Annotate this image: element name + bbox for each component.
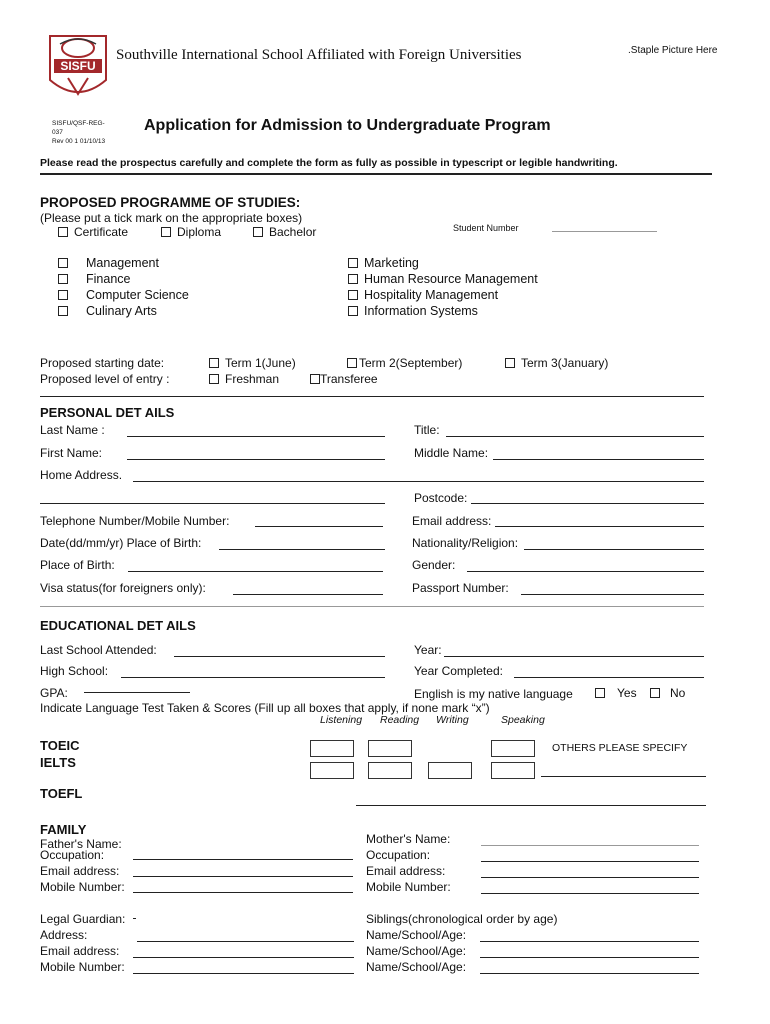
others-label: OTHERS PLEASE SPECIFY (552, 742, 688, 754)
passport-label: Passport Number: (412, 581, 509, 595)
ielts-writing-box[interactable] (428, 762, 472, 779)
sibling-1-label: Name/School/Age: (366, 928, 467, 942)
form-code-3: Rev 00 1 01/10/13 (52, 138, 106, 145)
checkbox[interactable] (348, 274, 358, 284)
language-test-note: Indicate Language Test Taken & Scores (Fill up all boxes that apply, if none mark “x”) (40, 701, 490, 715)
course-computer-science[interactable]: Computer Science (58, 288, 189, 302)
guardian-field[interactable] (133, 918, 136, 919)
email-label: Email address: (412, 514, 492, 528)
course-marketing[interactable]: Marketing (348, 256, 419, 270)
year-label: Year: (414, 643, 442, 657)
section-rule (40, 606, 704, 607)
staple-note: .Staple Picture Here (628, 45, 718, 56)
entry-transferee[interactable]: Transferee (310, 372, 378, 386)
high-school-field[interactable] (121, 677, 385, 678)
checkbox[interactable] (209, 374, 219, 384)
form-code-1: SISFU/QSF-REG- (52, 120, 105, 127)
home-address-field[interactable] (133, 481, 704, 482)
gpa-label: GPA: (40, 686, 68, 700)
student-number-field[interactable] (552, 231, 657, 232)
header-listening: Listening (320, 714, 363, 726)
native-english-label: English is my native language (414, 687, 573, 701)
pob-label: Place of Birth: (40, 558, 115, 572)
guardian-address-label: Address: (40, 928, 88, 942)
toeic-reading-box[interactable] (368, 740, 412, 757)
gender-field[interactable] (467, 571, 704, 572)
tick-note: (Please put a tick mark on the appropriate boxes) (40, 211, 303, 225)
sibling-1-field[interactable] (480, 941, 699, 942)
dob-field[interactable] (219, 549, 385, 550)
checkbox[interactable] (348, 258, 358, 268)
checkbox[interactable] (310, 374, 320, 384)
level-certificate[interactable]: Certificate (58, 225, 128, 239)
last-school-field[interactable] (174, 656, 385, 657)
student-number-label: Student Number (453, 223, 519, 233)
course-information-systems[interactable]: Information Systems (348, 304, 478, 318)
last-name-field[interactable] (127, 436, 385, 437)
header-writing: Writing (436, 714, 469, 726)
mother-occupation-field[interactable] (481, 861, 699, 862)
nationality-field[interactable] (524, 549, 704, 550)
checkbox[interactable] (58, 306, 68, 316)
title-label: Title: (414, 423, 440, 437)
year-field[interactable] (444, 656, 704, 657)
dob-label: Date(dd/mm/yr) Place of Birth: (40, 536, 202, 550)
checkbox[interactable] (161, 227, 171, 237)
siblings-label: Siblings(chronological order by age) (366, 912, 558, 926)
checkbox[interactable] (58, 227, 68, 237)
ielts-listening-box[interactable] (310, 762, 354, 779)
guardian-label: Legal Guardian: (40, 912, 126, 926)
email-field[interactable] (495, 526, 704, 527)
postcode-field[interactable] (471, 503, 704, 504)
home-address-label: Home Address. (40, 468, 123, 482)
mother-mobile-label: Mobile Number: (366, 880, 451, 894)
checkbox[interactable] (253, 227, 263, 237)
telephone-field[interactable] (255, 526, 383, 527)
form-title: Application for Admission to Undergraduate Program (144, 117, 551, 134)
test-toeic: TOEIC (40, 738, 80, 753)
test-toefl: TOEFL (40, 786, 83, 801)
header-reading: Reading (380, 714, 420, 726)
last-name-label: Last Name : (40, 423, 105, 437)
sibling-3-label: Name/School/Age: (366, 960, 467, 974)
home-address-field-2[interactable] (40, 503, 385, 504)
mothers-name-label: Mother's Name: (366, 832, 451, 846)
checkbox[interactable] (58, 290, 68, 300)
course-hrm[interactable]: Human Resource Management (348, 272, 538, 286)
toeic-speaking-box[interactable] (491, 740, 535, 757)
section-rule (40, 396, 704, 397)
guardian-email-label: Email address: (40, 944, 120, 958)
logo-text: SISFU (60, 59, 96, 73)
level-bachelor[interactable]: Bachelor (253, 225, 316, 239)
native-yes[interactable]: Yes (595, 686, 637, 700)
term-1[interactable]: Term 1(June) (209, 356, 296, 370)
checkbox[interactable] (348, 290, 358, 300)
checkbox[interactable] (58, 258, 68, 268)
mother-mobile-field[interactable] (481, 893, 699, 894)
header-speaking: Speaking (501, 714, 545, 726)
header-rule (40, 173, 712, 175)
course-culinary-arts[interactable]: Culinary Arts (58, 304, 157, 318)
programme-heading: PROPOSED PROGRAMME OF STUDIES: (40, 195, 301, 210)
year-completed-field[interactable] (514, 677, 704, 678)
toeic-listening-box[interactable] (310, 740, 354, 757)
guardian-address-field[interactable] (137, 941, 354, 942)
middle-name-field[interactable] (493, 459, 704, 460)
others-field[interactable] (541, 776, 706, 777)
year-completed-label: Year Completed: (414, 664, 503, 678)
sibling-2-label: Name/School/Age: (366, 944, 467, 958)
personal-heading: PERSONAL DET AILS (40, 405, 175, 420)
father-email-label: Email address: (40, 864, 120, 878)
course-hospitality[interactable]: Hospitality Management (348, 288, 498, 302)
guardian-email-field[interactable] (133, 957, 354, 958)
guardian-mobile-field[interactable] (133, 973, 354, 974)
ielts-reading-box[interactable] (368, 762, 412, 779)
middle-name-label: Middle Name: (414, 446, 489, 460)
form-instructions: Please read the prospectus carefully and complete the form as fully as possible in typescript or legible handwriting. (40, 157, 618, 169)
visa-field[interactable] (233, 594, 383, 595)
level-diploma[interactable]: Diploma (161, 225, 221, 239)
native-no[interactable]: No (650, 686, 685, 700)
term-2[interactable]: Term 2(September) (347, 356, 462, 370)
entry-freshman[interactable]: Freshman (209, 372, 279, 386)
course-management[interactable]: Management (58, 256, 159, 270)
mothers-name-field[interactable] (481, 845, 699, 846)
mother-occupation-label: Occupation: (366, 848, 431, 862)
term-3[interactable]: Term 3(January) (505, 356, 608, 370)
family-heading: FAMILY (40, 822, 87, 837)
father-mobile-field[interactable] (133, 892, 353, 893)
sibling-3-field[interactable] (480, 973, 699, 974)
gpa-field[interactable] (84, 692, 190, 693)
sibling-2-field[interactable] (480, 957, 699, 958)
fathers-name-label: Father's Name: (40, 837, 122, 851)
test-ielts: IELTS (40, 755, 76, 770)
ielts-speaking-box[interactable] (491, 762, 535, 779)
father-mobile-label: Mobile Number: (40, 880, 125, 894)
nationality-label: Nationality/Religion: (412, 536, 519, 550)
last-school-label: Last School Attended: (40, 643, 157, 657)
school-name: Southville International School Affiliated with Foreign Universities (116, 47, 522, 63)
checkbox[interactable] (347, 358, 357, 368)
form-code-2: 037 (52, 129, 63, 136)
title-field[interactable] (446, 436, 704, 437)
toefl-field[interactable] (356, 805, 706, 806)
education-heading: EDUCATIONAL DET AILS (40, 618, 196, 633)
high-school-label: High School: (40, 664, 109, 678)
guardian-mobile-label: Mobile Number: (40, 960, 125, 974)
visa-label: Visa status(for foreigners only): (40, 581, 206, 595)
father-occupation-field[interactable] (133, 859, 353, 860)
telephone-label: Telephone Number/Mobile Number: (40, 514, 230, 528)
start-date-label: Proposed starting date: (40, 356, 165, 370)
mother-email-label: Email address: (366, 864, 446, 878)
school-logo (46, 32, 110, 104)
checkbox[interactable] (595, 688, 605, 698)
course-finance[interactable]: Finance (58, 272, 130, 286)
pob-field[interactable] (128, 571, 383, 572)
checkbox[interactable] (650, 688, 660, 698)
mother-email-field[interactable] (481, 877, 699, 878)
first-name-label: First Name: (40, 446, 103, 460)
father-occupation-label: Occupation: (40, 848, 105, 862)
father-email-field[interactable] (133, 876, 353, 877)
checkbox[interactable] (505, 358, 515, 368)
postcode-label: Postcode: (414, 491, 468, 505)
passport-field[interactable] (521, 594, 704, 595)
checkbox[interactable] (209, 358, 219, 368)
checkbox[interactable] (348, 306, 358, 316)
entry-level-label: Proposed level of entry : (40, 372, 170, 386)
gender-label: Gender: (412, 558, 456, 572)
first-name-field[interactable] (127, 459, 385, 460)
checkbox[interactable] (58, 274, 68, 284)
